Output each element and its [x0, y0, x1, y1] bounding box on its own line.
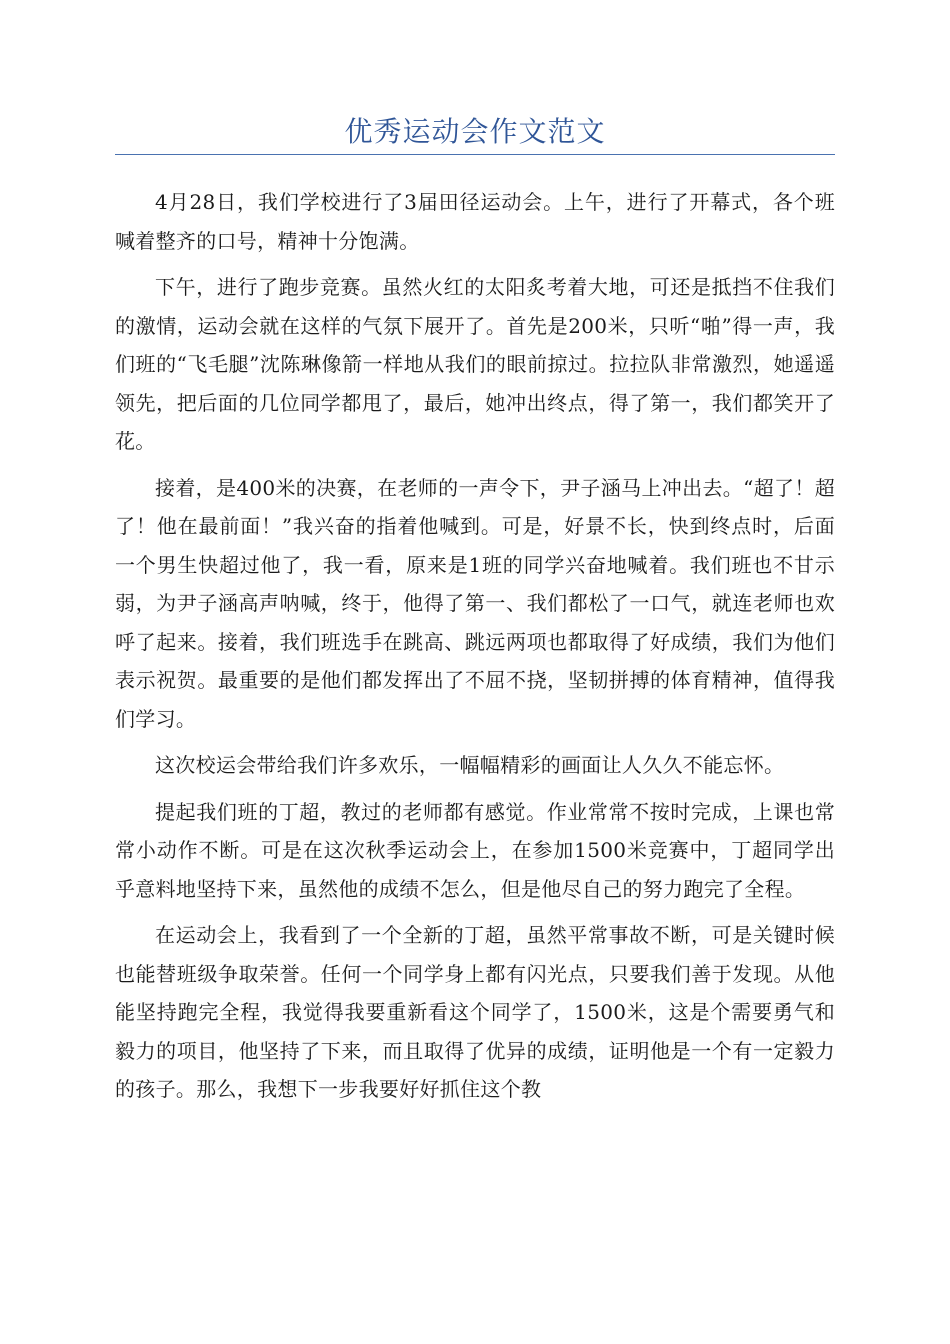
paragraph-1: 4月28日，我们学校进行了3届田径运动会。上午，进行了开幕式，各个班喊着整齐的口号，精神十分饱满。: [115, 190, 835, 253]
paragraph-6: 在运动会上，我看到了一个全新的丁超，虽然平常事故不断，可是关键时候也能替班级争取荣誉。任何一个同学身上都有闪光点，只要我们善于发现。从他能坚持跑完全程，我觉得我要重新看这个同学了，1500米，这是个需要勇气和毅力的项目，他坚持了下来，而且取得了优异的成绩，证明他是一个有一定毅力的孩子。那么，我想下一步我要好好抓住这个教: [115, 923, 835, 1101]
document-title: 优秀运动会作文范文: [344, 115, 606, 148]
paragraph-3: 接着，是400米的决赛，在老师的一声令下，尹子涵马上冲出去。“超了！超了！他在最前面！”我兴奋的指着他喊到。可是，好景不长，快到终点时，后面一个男生快超过他了，我一看，原来是1班的同学兴奋地喊着。我们班也不甘示弱，为尹子涵高声呐喊，终于，他得了第一、我们都松了一口气，就连老师也欢呼了起来。接着，我们班选手在跳高、跳远两项也都取得了好成绩，我们为他们表示祝贺。最重要的是他们都发挥出了不屈不挠，坚韧拼搏的体育精神，值得我们学习。: [115, 475, 835, 731]
document-body: [115, 183, 835, 1109]
document-page: [115, 0, 835, 1117]
paragraph-2: 下午，进行了跑步竞赛。虽然火红的太阳炙考着大地，可还是抵挡不住我们的激情，运动会就在这样的气氛下展开了。首先是200米，只听“啪”得一声，我们班的“飞毛腿”沈陈琳像箭一样地从我们的眼前掠过。拉拉队非常激烈，她遥遥领先，把后面的几位同学都甩了，最后，她冲出终点，得了第一，我们都笑开了花。: [115, 275, 835, 453]
paragraph-5: 提起我们班的丁超，教过的老师都有感觉。作业常常不按时完成，上课也常常小动作不断。可是在这次秋季运动会上，在参加1500米竞赛中，丁超同学出乎意料地坚持下来，虽然他的成绩不怎么，但是他尽自己的努力跑完了全程。: [115, 799, 835, 901]
paragraph-4: 这次校运会带给我们许多欢乐，一幅幅精彩的画面让人久久不能忘怀。: [155, 753, 785, 777]
title-underline: [115, 154, 835, 155]
